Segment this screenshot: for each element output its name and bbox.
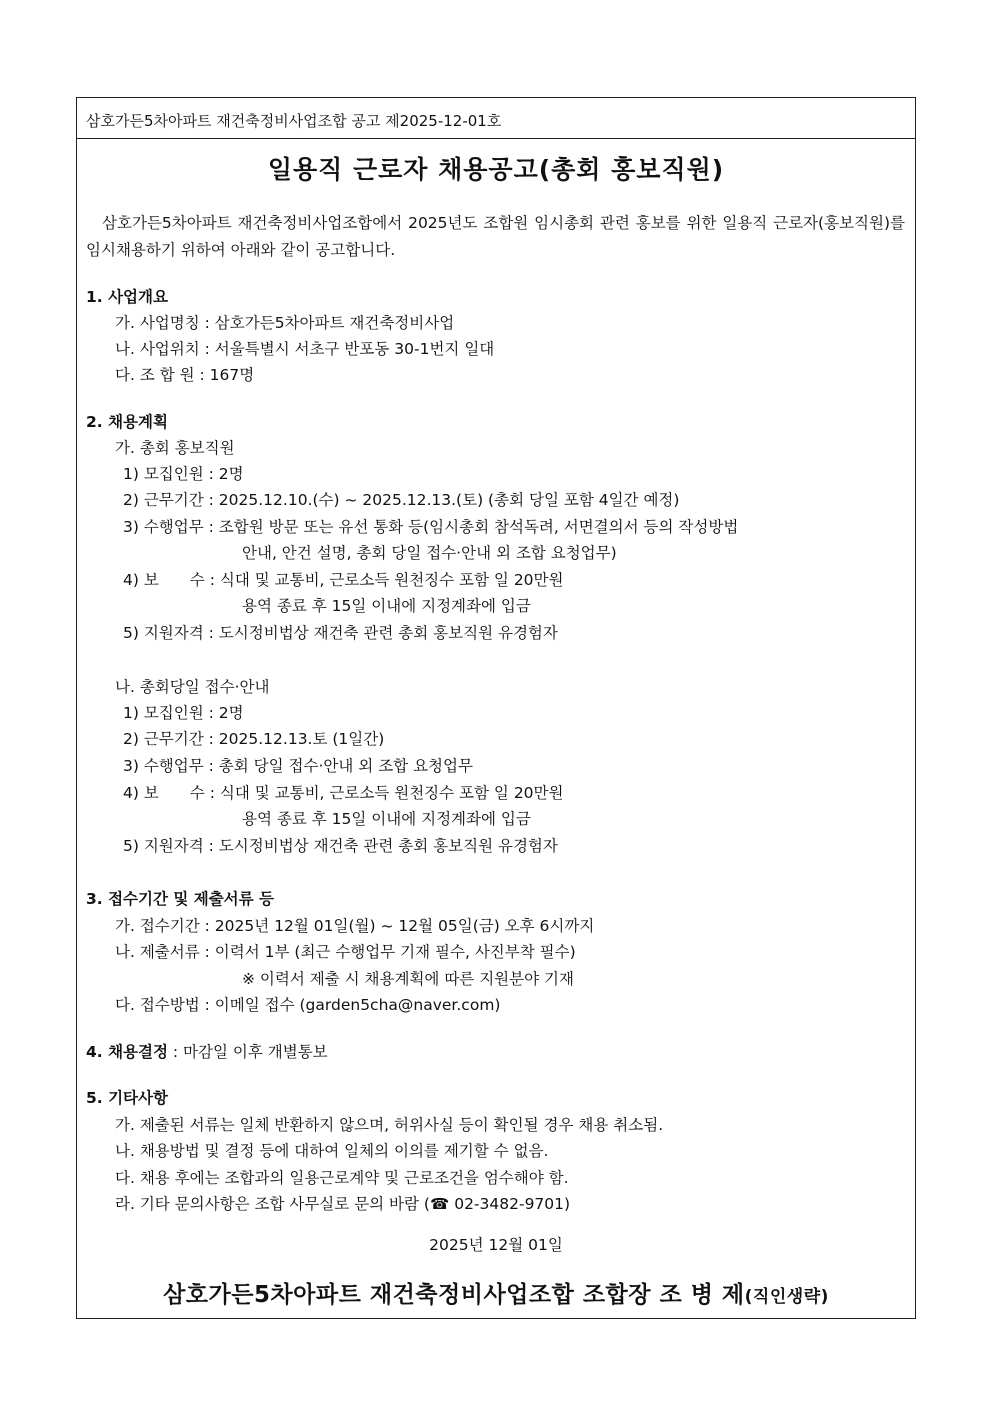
- notice-date: 2025년 12월 01일: [429, 1236, 563, 1254]
- plan-a-pay-cont: 용역 종료 후 15일 이내에 지정계좌에 입금: [242, 597, 531, 615]
- business-location: 나. 사업위치 : 서울특별시 서초구 반포동 30-1번지 일대: [115, 340, 495, 358]
- plan-b-period: 2) 근무기간 : 2025.12.13.토 (1일간): [123, 730, 385, 748]
- plan-b-pay: 4) 보 수 : 식대 및 교통비, 근로소득 원천징수 포함 일 20만원: [123, 784, 564, 802]
- signer-name: 삼호가든5차아파트 재건축정비사업조합 조합장 조 병 제: [163, 1282, 745, 1308]
- plan-b-headcount: 1) 모집인원 : 2명: [123, 704, 244, 722]
- section-4-heading: 4. 채용결정: [86, 1043, 168, 1061]
- plan-a-duties-cont: 안내, 안건 설명, 총회 당일 접수·안내 외 조합 요청업무): [242, 544, 617, 562]
- plan-b-qualification: 5) 지원자격 : 도시정비법상 재건축 관련 총회 홍보직원 유경험자: [123, 837, 558, 855]
- plan-a-period: 2) 근무기간 : 2025.12.10.(수) ~ 2025.12.13.(토) (총회 당일 포함 4일간 예정): [123, 491, 680, 509]
- notice-frame: [76, 97, 916, 1319]
- plan-a-qualification: 5) 지원자격 : 도시정비법상 재건축 관련 총회 홍보직원 유경험자: [123, 624, 558, 642]
- plan-a-headcount: 1) 모집인원 : 2명: [123, 465, 244, 483]
- signer-line: [77, 1276, 915, 1309]
- misc-item-d: 라. 기타 문의사항은 조합 사무실로 문의 바람 (☎ 02-3482-9701): [115, 1195, 571, 1213]
- section-4-text: : 마감일 이후 개별통보: [167, 1043, 328, 1061]
- section-2-heading: 2. 채용계획: [86, 413, 168, 431]
- misc-item-c: 다. 채용 후에는 조합과의 일용근로계약 및 근로조건을 엄수해야 함.: [115, 1169, 569, 1187]
- documents: 나. 제출서류 : 이력서 1부 (최근 수행업무 기재 필수, 사진부착 필수): [115, 943, 576, 961]
- header-divider: [77, 138, 915, 139]
- plan-b-duties: 3) 수행업무 : 총회 당일 접수·안내 외 조합 요청업무: [123, 757, 473, 775]
- notice-number: 삼호가든5차아파트 재건축정비사업조합 공고 제2025-12-01호: [86, 112, 502, 130]
- business-name: 가. 사업명칭 : 삼호가든5차아파트 재건축정비사업: [115, 314, 455, 332]
- seal-note: (직인생략): [744, 1287, 829, 1307]
- section-3-heading: 3. 접수기간 및 제출서류 등: [86, 890, 274, 908]
- plan-a-pay: 4) 보 수 : 식대 및 교통비, 근로소득 원천징수 포함 일 20만원: [123, 571, 564, 589]
- documents-note: ※ 이력서 제출 시 채용계획에 따른 지원분야 기재: [242, 970, 574, 988]
- application-method: 다. 접수방법 : 이메일 접수 (garden5cha@naver.com): [115, 996, 501, 1014]
- plan-a-duties: 3) 수행업무 : 조합원 방문 또는 유선 통화 등(임시총회 참석독려, 서면결의서 등의 작성방법: [123, 518, 739, 536]
- section-1-heading: 1. 사업개요: [86, 288, 168, 306]
- plan-a-title: 가. 총회 홍보직원: [115, 439, 235, 457]
- member-count: 다. 조 합 원 : 167명: [115, 366, 255, 384]
- section-4: [86, 1040, 328, 1062]
- intro-paragraph: 삼호가든5차아파트 재건축정비사업조합에서 2025년도 조합원 임시총회 관련 홍보를 위한 일용직 근로자(홍보직원)를 임시채용하기 위하여 아래와 같이 공고합니다.: [86, 214, 905, 259]
- section-5-heading: 5. 기타사항: [86, 1089, 168, 1107]
- plan-b-pay-cont: 용역 종료 후 15일 이내에 지정계좌에 입금: [242, 810, 531, 828]
- misc-item-b: 나. 채용방법 및 결정 등에 대하여 일체의 이의를 제기할 수 없음.: [115, 1142, 549, 1160]
- application-period: 가. 접수기간 : 2025년 12월 01일(월) ~ 12월 05일(금) 오후 6시까지: [115, 917, 595, 935]
- plan-b-title: 나. 총회당일 접수·안내: [115, 678, 270, 696]
- misc-item-a: 가. 제출된 서류는 일체 반환하지 않으며, 허위사실 등이 확인될 경우 채용 취소됨.: [115, 1116, 664, 1134]
- notice-title: 일용직 근로자 채용공고(총회 홍보직원): [267, 155, 725, 184]
